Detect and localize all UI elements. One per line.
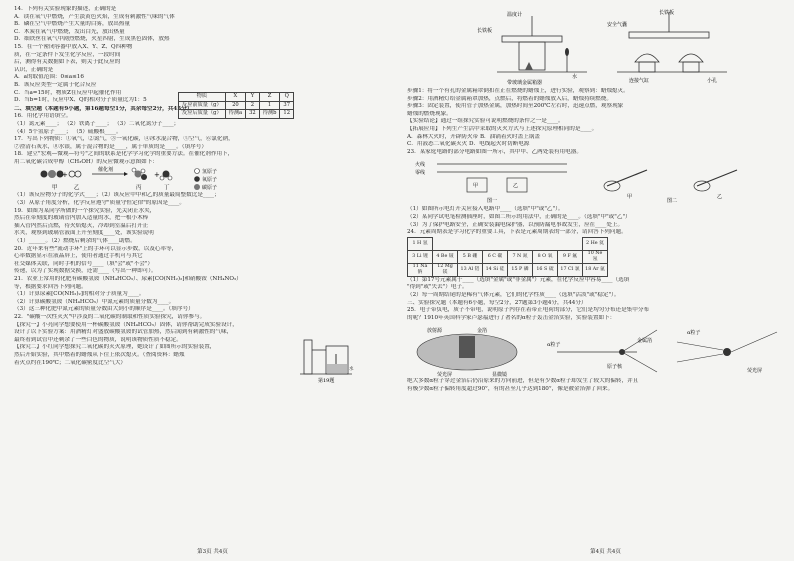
fig-two-label: 图二	[667, 198, 678, 205]
legend	[194, 168, 217, 191]
fig-label: 连接气缸	[629, 78, 650, 84]
left-lines-b	[14, 113, 389, 166]
q15-table-header	[179, 93, 294, 102]
right-footer: 第4页 共4页	[590, 549, 621, 556]
table-cell: 2	[246, 101, 260, 110]
text-line: 25．电子带负电，质子不带电，说明原子内存在着带正电荷的部分，它们是均匀分布还是集中分布	[407, 307, 650, 314]
table-row	[179, 101, 294, 110]
element-cell: 3 Li 锂	[408, 250, 433, 263]
water-label: 水	[349, 367, 354, 372]
element-cell: 4 Be 铍	[433, 250, 458, 263]
text-line: （3）为了保护电路安全，正确安装漏电保护器，以预防漏电事故发生，应在____处上。	[407, 221, 624, 228]
element-cell: 1 H 氢	[408, 237, 433, 250]
molecule-yi	[69, 171, 81, 177]
molecule-ding	[160, 171, 172, 181]
element-cell: 13 Al 铝	[458, 263, 483, 276]
table-cell: 物质	[179, 93, 226, 102]
text-line: 【实验结论】通过一组探究实验可说明燃烧的条件之一是____。	[407, 118, 564, 125]
q15-table	[178, 92, 294, 119]
table-cell: X	[225, 93, 245, 102]
text-line: B．磷在空气中燃烧产生大量的白雾，放出热量	[14, 21, 130, 28]
text-line: 蜡烛的燃烧现象。	[407, 110, 452, 117]
text-line: A．a的取值范围：0≤a≤16	[14, 74, 84, 81]
text-line: 社交媒体关联，同时手机的信号____（填"会"或"不会"）	[14, 260, 153, 267]
text-line: 认识，正确的是	[14, 66, 54, 73]
text-line: 步骤1：将一个有孔的金属箱罩倒扣在正在燃烧的蜡烛上，进行实验，观察到：蜡烛熄灭。	[407, 88, 629, 94]
text-line: 传递，以为了实现数据交换，还需____（写出一种即可）。	[14, 268, 157, 275]
section-2-heading: 二、填空题（本题有9小题，第16题每空1分，其余每空2分，共45分）	[14, 105, 193, 112]
element-cell: 6 C 碳	[483, 250, 508, 263]
table-cell: 12	[280, 110, 294, 119]
table-cell: 反应前质量（g）	[179, 101, 226, 110]
apparatus-1	[477, 11, 587, 86]
text-line: 19．如图为某同学所做的一个探究实验，先关闭止水夹，	[14, 207, 156, 214]
alpha-label: 荧光屏	[747, 368, 763, 375]
text-line: 等，根据要求回答下列问题。	[14, 283, 87, 290]
text-line: 步骤3：固定装置，使用管子加热金属，加热时间至200℃左右时，迅速点燃，观察现象	[407, 103, 624, 110]
left-lines-a	[14, 6, 389, 105]
molecule-bing	[132, 168, 147, 180]
live-wire-label: 火线	[415, 162, 426, 169]
text-line: 24．元素周期表是学习化学的重要工具，下表是元素周期表的一部分，请回答下列问题。	[407, 229, 627, 236]
q19-apparatus-svg	[296, 336, 356, 384]
fig-label: 温度计	[507, 12, 523, 18]
text-line: （1）该反应物分子的化学式____；（2）该反应中甲和乙的质量最简整数比是____；	[14, 192, 220, 199]
q22-figure	[407, 6, 786, 88]
text-line: D．细铁丝在氧气中剧烈燃烧，火星四射，生成黑色固体，放热	[14, 36, 170, 43]
element-cell: 8 O 氧	[533, 250, 558, 263]
alpha-label: 原子核	[607, 364, 623, 371]
label-bing: 丙	[136, 185, 142, 192]
element-cell: 9 F 氟	[558, 250, 583, 263]
q19-figure-label: 第19题	[318, 378, 335, 384]
text-line: （2）每一周期结尾的是稀有气体元素，它们的化学性质____（选填"活泼"或"稳定"）。	[407, 291, 620, 298]
table-cell: 37	[280, 101, 294, 110]
label-jia: 甲	[52, 185, 58, 192]
table-row	[408, 263, 608, 276]
text-line: 插入管内然后点燃，待火焰熄灭，冷却到室温后打开止	[14, 222, 149, 229]
text-line: 最终看到试管中还剩余了一些白色的物质，说明该物质性质不稳定。	[14, 336, 182, 343]
table-cell: 32	[246, 110, 260, 119]
table-row	[408, 237, 608, 250]
text-line: 质，在一定条件下发生化学反应，一段时间	[14, 51, 121, 58]
text-line: C．用液态二氧化碳灭火 D．电线起火时切断电源	[407, 141, 530, 148]
text-line: 步骤2：用酒精灯给金属箱罩加热，点燃后，将燃着的蜡烛放入后，蜡烛持续燃烧。	[407, 95, 612, 102]
table-row	[179, 110, 294, 119]
text-line: 心率数据显示在液晶屏上，使用者通过手机可与其它	[14, 253, 143, 260]
element-cell	[558, 237, 583, 250]
element-cell: 18 Ar 氩	[583, 263, 608, 276]
table-cell: 待测a	[225, 110, 245, 119]
text-line: 有极少数α粒子偏转角度超过90°，有的甚至几乎达到180°，像是被金箔弹了回来。	[407, 385, 614, 392]
fig-one-label: 图一	[487, 198, 498, 205]
element-cell: 14 Si 硅	[483, 263, 508, 276]
element-cell: 15 P 磷	[508, 263, 533, 276]
text-line: 【探究二】小红同学想探究二氧化碳的灭火原理，她设计了如图所示的实验装置，	[14, 344, 216, 351]
text-line: 22．"碳酸一次性灭火"中涉及的二氧化碳的制取和性质实验探究，请你参与。	[14, 313, 206, 320]
element-cell	[458, 237, 483, 250]
q19-figure	[296, 336, 356, 388]
element-cell: 12 Mg 镁	[433, 263, 458, 276]
right-page	[397, 0, 794, 561]
text-line: 三、实验探究题（本题有6小题，每空2分，27题第3小题4分，共44分）	[407, 299, 587, 306]
text-line: C．木炭在氧气中燃烧，发出白光，放出热量	[14, 28, 125, 35]
text-line: 设计了以下实验方案：用酒精灯对盛放碳酸氢铵的试管加热，然后闻到有刺激性的气味，	[14, 329, 233, 336]
neutral-wire-label: 零线	[415, 170, 426, 177]
element-cell	[508, 237, 533, 250]
table-cell: 20	[225, 101, 245, 110]
text-line: （1）氮元素____； （2）铁离子____； （3）二氧化氮分子____；	[14, 120, 180, 127]
legend-oxygen: 氧原子	[202, 177, 218, 184]
table-cell: 待测b	[259, 110, 280, 119]
fig-label: 长铁板	[477, 28, 493, 34]
text-line: 后，测得有关数据如下表，则关于此反应的	[14, 59, 121, 66]
text-line: 着火点约在190℃；二氧化碳密度比空气大）	[14, 359, 127, 366]
element-cell: 2 He 氦	[583, 237, 608, 250]
text-line: C．当a=15时，物质Z在反应中起催化作用	[14, 89, 122, 96]
element-cell	[483, 237, 508, 250]
alpha-label: α粒子	[687, 330, 701, 337]
alpha-label: 金箔	[477, 328, 488, 335]
element-cell: 11 Na 钠	[408, 263, 433, 276]
alpha-scattering-svg	[407, 322, 787, 378]
text-line: 16．用化学用语填空。	[14, 113, 72, 120]
text-line: 21．农业上常用的化肥有碳酸氢铵（NH₄HCO₃）、尿素[CO(NH₂)₂]和硝酸铵（NH₄NO₃）	[14, 276, 242, 282]
table-row	[408, 250, 608, 263]
element-cell: 16 S 硫	[533, 263, 558, 276]
text-line: 的呢？1910年英国科学家卢瑟福进行了著名的α粒子轰击金箔实验，实验装置如下：	[407, 314, 616, 321]
text-line: 17．写出下列物质：①氧气，②氮气，③一氧化碳，④冰水混合物，⑤空气，⑥氯化钠，	[14, 136, 234, 143]
text-line: A．森林大火时，开辟防火带 B．油锅着火时盖上锅盖	[407, 133, 540, 140]
text-line: （1）第17号元素属于____（选填"金属"或"非金属"）元素，在化学反应中容易____（选填	[407, 276, 630, 283]
fig-label: 长铁板	[659, 10, 675, 16]
text-line: 绝大多数α粒子穿过金箔后仍沿原来的方向前进，但是有少数α粒子却发生了较大的偏转，并且	[407, 378, 639, 385]
text-line: （4）5个氢原子____； （5）硫酸根____。	[14, 128, 122, 135]
text-line: （3）从原子角度分析，化学反应遵守"质量守恒定律"的原因是____。	[14, 200, 185, 207]
table-cell: 1	[259, 101, 280, 110]
alpha-label: α粒子	[547, 342, 561, 349]
pen-jia: 甲	[627, 194, 633, 201]
element-cell: 17 Cl 氯	[558, 263, 583, 276]
right-lines-d	[407, 378, 786, 393]
element-cell: 7 N 氮	[508, 250, 533, 263]
circuit-jia: 甲	[473, 183, 479, 190]
text-line: 用二氧化碳合成甲醇（CH₃OH）的反应微观示意图如下：	[14, 158, 158, 165]
legend-hydrogen: 氢原子	[202, 169, 218, 176]
text-line: 15．在一个密闭容器中放入X、Y、Z、Q四种物	[14, 43, 133, 50]
legend-carbon: 碳原子	[202, 185, 218, 192]
text-line: 然后在带刻度的玻璃管内加入适量的水，把一根小木棒	[14, 215, 149, 222]
text-line: （1）计算尿素[CO(NH₂)₂]的相对分子质量为____。	[14, 291, 145, 298]
table-cell: Z	[259, 93, 280, 102]
text-line: 23．某家庭电路的部分电路如图一所示，其中甲、乙两处装有用电器。	[407, 148, 582, 155]
molecule-jia	[41, 170, 64, 178]
alpha-label: 金属箔	[637, 338, 653, 345]
svg-text:+: +	[154, 171, 160, 180]
text-line: 【拓展应用】下列生产生活中采取的灭火方式与上述探究原理相同的是____。	[407, 125, 598, 132]
svg-text:+: +	[62, 171, 68, 180]
text-line: （2）计算碳酸氢铵（NH₄HCO₃）中氮元素的质量分数为____。	[14, 298, 175, 305]
text-line: 【探究一】小亮同学想要使用一杯碳酸氢铵（NH₄HCO₃）固体，请你帮助完成实验设计，	[14, 321, 238, 328]
apparatus-2	[607, 9, 727, 84]
text-line: A．镁在氧气中燃烧，产生淡黄色火焰，生成有刺激性气味的气体	[14, 13, 175, 20]
text-line: （1）______。（2）燃烧后剩余的气体____助燃。	[14, 238, 136, 245]
fig-label: 带玻璃金属箱器	[507, 80, 543, 86]
fig-label: 安全气囊	[607, 22, 628, 28]
label-ding: 丁	[164, 185, 170, 192]
table-cell: Y	[246, 93, 260, 102]
element-cell	[533, 237, 558, 250]
table-cell: Q	[280, 93, 294, 102]
alpha-label: 放射源	[427, 328, 443, 335]
element-cell	[433, 237, 458, 250]
text-line: "得到"或"失去"）电子。	[407, 284, 468, 291]
right-lines-c	[407, 277, 786, 323]
right-lines-a	[407, 88, 786, 156]
catalyst-label: 催化剂	[98, 167, 114, 174]
q25-figure	[407, 322, 786, 378]
alpha-label: 荧光屏	[437, 372, 453, 379]
left-footer: 第3页 共4页	[197, 549, 228, 556]
text-line: （1）如图所示电灯开关应接入电路中____（选填"甲"或"乙"）。	[407, 206, 564, 213]
text-line: 18．建立"宏观—微观—符号"之间的联系是化学学习化学的重要方法。在催化剂作用下，	[14, 151, 234, 158]
circuit-yi: 乙	[513, 183, 519, 190]
q23-figure	[407, 156, 786, 206]
pen-yi: 乙	[717, 194, 723, 201]
reaction-diagram	[14, 166, 389, 192]
element-cell: 5 B 硼	[458, 250, 483, 263]
fig-label: 小孔	[707, 78, 718, 84]
periodic-table	[407, 237, 608, 277]
fig-label: 水	[572, 74, 578, 80]
alpha-label: 显微镜	[492, 372, 508, 379]
text-line: 水夹，观察到玻璃管液面上升至刻度____处，该实验说明	[14, 230, 154, 237]
table-cell: 反应后质量（g）	[179, 110, 226, 119]
circuit-svg	[407, 156, 787, 206]
text-line: ⑦澄清石灰水，⑧水银，属于混合物的是____，属于单质的是____。（填序号）	[14, 143, 207, 150]
text-line: 14．下列有关实验现象的描述，正确的是	[14, 6, 117, 12]
reaction-svg	[14, 166, 384, 192]
right-lines-b	[407, 206, 786, 236]
label-yi: 乙	[74, 185, 80, 192]
element-cell: 10 Ne 氖	[583, 250, 608, 263]
q22-apparatus-svg	[407, 6, 787, 88]
text-line: 20．近年来有些"流动手环"上的手环可以显示步数，以及心率等，	[14, 245, 178, 252]
text-line: D．当b=1时，反应中X、Q的相对分子质量比为1：5	[14, 97, 147, 104]
text-line: 然后开始实验，其中燃着的蜡烛从下往上依次熄灭。（查阅资料：蜡烛	[14, 351, 185, 358]
text-line: （2）某同学试电笔检测插座时，如图二所示的用法中，正确的是____。（选填"甲"或"乙"）	[407, 213, 631, 220]
text-line: B．该反应类型一定属于化合反应	[14, 81, 97, 88]
text-line: （3）这三种化肥中氮元素的质量分数由大到小的顺序是____。（填序号）	[14, 306, 194, 313]
